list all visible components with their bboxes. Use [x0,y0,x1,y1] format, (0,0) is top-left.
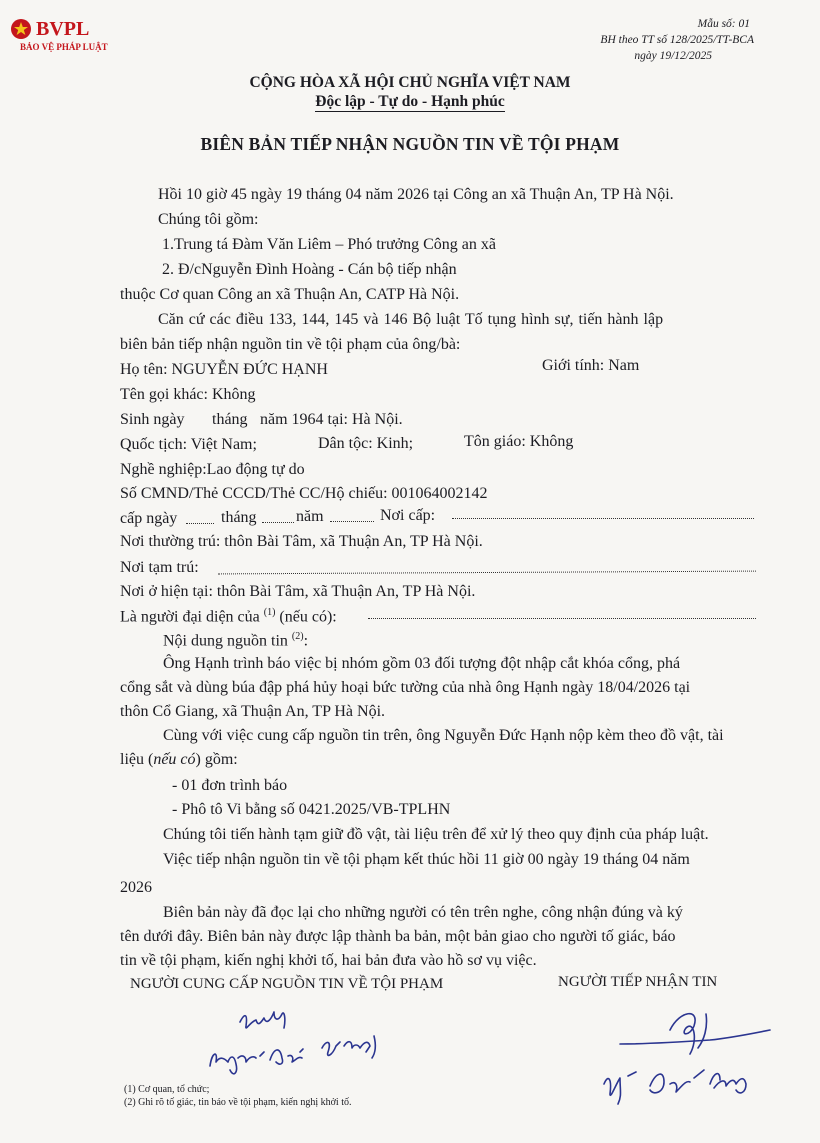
birth-year-place: năm 1964 tại: Hà Nội. [260,411,403,428]
representative-line [120,607,337,626]
motto [0,93,820,111]
issue-month-label: tháng [221,509,257,526]
issue-place-blank [452,518,754,519]
logo-name: BVPL [36,18,90,40]
ethnicity: Dân tộc: Kinh; [318,435,414,452]
signer-left-title: NGƯỜI CUNG CẤP NGUỒN TIN VỀ TỘI PHẠM [130,976,444,992]
line-legal-basis-2: biên bản tiếp nhận nguồn tin về tội phạm của ông/bà: [120,336,461,353]
motto-text: Độc lập - Tự do - Hạnh phúc [315,93,505,110]
content-p9: Biên bản này đã đọc lại cho những người có tên trên nghe, công nhận đúng và ký [163,904,683,921]
form-date: ngày 19/12/2025 [634,50,712,62]
item-1: - 01 đơn trình báo [172,777,288,794]
full-name: Họ tên: NGUYỄN ĐỨC HẠNH [120,361,328,378]
issue-year-label: năm [296,508,324,525]
content-p10: tên dưới đây. Biên bản này được lập thành ba bản, một bản giao cho người tố giác, báo [120,928,676,945]
footnote-2: (2) Ghi rõ tố giác, tin báo về tội phạm, kiến nghị khởi tố. [124,1097,352,1108]
form-reference: BH theo TT số 128/2025/TT-BCA [600,34,754,46]
issue-month-blank [262,522,294,523]
occupation: Nghề nghiệp:Lao động tự do [120,461,305,478]
nation-title: CỘNG HÒA XÃ HỘI CHỦ NGHĨA VIỆT NAM [249,74,571,91]
content-p1: Ông Hạnh trình báo việc bị nhóm gồm 03 đối tượng đột nhập cắt khóa cổng, phá [163,655,681,672]
right-signature-image [590,1000,790,1120]
current-address: Nơi ở hiện tại: thôn Bài Tâm, xã Thuận An, TP Hà Nội. [120,583,476,600]
footnote-ref-2: (2) [291,631,304,642]
gender: Giới tính: Nam [542,357,640,374]
content-label: Nội dung nguồn tin [163,632,288,650]
content-p5 [120,751,238,769]
birth-day-label: Sinh ngày [120,411,185,428]
representative-blank [368,618,756,619]
issue-place-label: Nơi cấp: [380,507,436,524]
logo-subtitle: BẢO VỆ PHÁP LUẬT [20,42,108,52]
nationality: Quốc tịch: Việt Nam; [120,436,257,453]
form-number: Mẫu số: 01 [697,18,750,30]
issue-year-blank [330,521,374,522]
representative-label: Là người đại diện của [120,608,260,626]
content-p5a: liệu ( [120,751,154,768]
content-p4: Cùng với việc cung cấp nguồn tin trên, ông Nguyễn Đức Hạnh nộp kèm theo đồ vật, tài [163,727,724,744]
content-p2: cổng sắt và dùng búa đập phá hủy hoại bức tường của nhà ông Hạnh ngày 18/04/2026 tại [120,679,691,696]
permanent-address: Nơi thường trú: thôn Bài Tâm, xã Thuận An, TP Hà Nội. [120,533,483,550]
signer-right-title: NGƯỜI TIẾP NHẬN TIN [558,974,718,990]
representative-label-2: (nếu có): [279,608,337,626]
temp-address-label: Nơi tạm trú: [120,559,199,576]
footnote-ref-1: (1) [263,607,276,618]
id-number: Số CMND/Thẻ CCCD/Thẻ CC/Hộ chiếu: 001064002142 [120,485,488,502]
line-member-1: 1.Trung tá Đàm Văn Liêm – Phó trưởng Công an xã [162,236,496,253]
left-signature-image [200,1000,400,1080]
line-agency: thuộc Cơ quan Công an xã Thuận An, CATP Hà Nội. [120,286,460,303]
content-p11: tin về tội phạm, kiến nghị khởi tố, hai bản đưa vào hồ sơ vụ việc. [120,952,537,969]
content-p5b: ) gồm: [195,751,238,768]
line-member-2: 2. Đ/cNguyễn Đình Hoàng - Cán bộ tiếp nhận [162,261,457,278]
emblem-icon [10,18,32,40]
content-p5-italic: nếu có [153,751,196,768]
line-members: Chúng tôi gồm: [158,211,259,228]
document-title: BIÊN BẢN TIẾP NHẬN NGUỒN TIN VỀ TỘI PHẠM [200,134,620,154]
line-time-place: Hồi 10 giờ 45 ngày 19 tháng 04 năm 2026 tại Công an xã Thuận An, TP Hà Nội. [158,186,674,203]
content-p8: 2026 [120,879,152,896]
content-colon: : [303,632,309,650]
temp-address-blank [218,571,756,575]
birth-month-label: tháng [212,411,248,428]
line-legal-basis: Căn cứ các điều 133, 144, 145 và 146 Bộ luật Tố tụng hình sự, tiến hành lập [158,311,664,328]
content-p7: Việc tiếp nhận nguồn tin về tội phạm kết thúc hồi 11 giờ 00 ngày 19 tháng 04 năm [163,851,690,868]
issue-date-label: cấp ngày [120,510,178,527]
content-heading [163,631,308,650]
issue-day-blank [186,523,214,524]
content-p3: thôn Cổ Giang, xã Thuận An, TP Hà Nội. [120,703,386,720]
footnote-1: (1) Cơ quan, tổ chức; [124,1084,210,1095]
content-p6: Chúng tôi tiến hành tạm giữ đồ vật, tài liệu trên để xử lý theo quy định của pháp luật. [163,826,709,843]
religion: Tôn giáo: Không [464,433,574,450]
other-name: Tên gọi khác: Không [120,386,256,403]
item-2: - Phô tô Vi bằng số 0421.2025/VB-TPLHN [172,801,451,818]
